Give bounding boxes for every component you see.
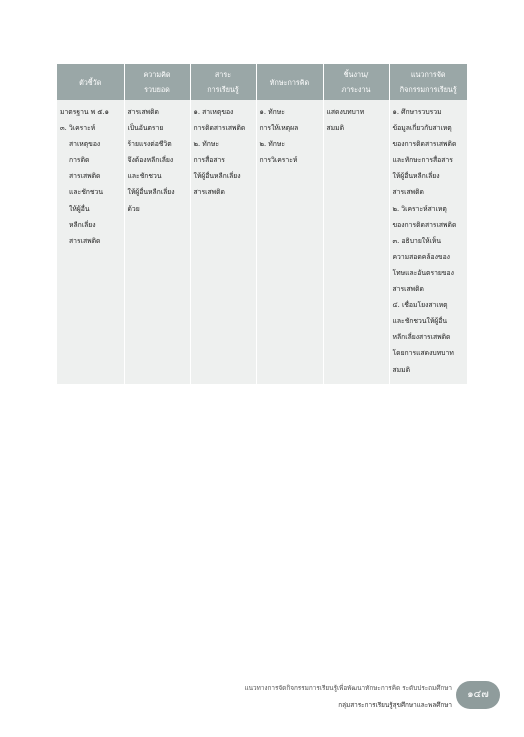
cell-content: ๑. สาเหตุของ การติดสารเสพติด ๒. ทักษะ การสื่อสาร ให้ผู้อื่นหลีกเลี่ยง สารเสพติด (190, 100, 256, 384)
table-row (57, 100, 467, 384)
cell-tasks: แสดงบทบาท สมมติ (323, 100, 389, 384)
footer-subject: กลุ่มสาระการเรียนรู้สุขศึกษาและพลศึกษา (338, 701, 452, 709)
cell-concept: สารเสพติด เป็นอันตราย ร้ายแรงต่อชีวิต จึงต้องหลีกเลี่ยง และชักชวน ให้ผู้อื่นหลีกเลี่ยง ด้วย (124, 100, 190, 384)
cell-indicator: มาตรฐาน พ ๕.๑ ๓. วิเคราะห์ สาเหตุของ การติด สารเสพติด และชักชวน ให้ผู้อื่น หลีกเลี่ยง สารเสพติด (57, 100, 124, 384)
cell-activities: ๑. ศึกษารวบรวม ข้อมูลเกี่ยวกับสาเหตุ ของการติดสารเสพติด และทักษะการสื่อสาร ให้ผู้อื่นหลีกเลี่ยง สารเสพติด ๒. วิเคราะห์สาเหตุ ของการติดสารเสพติด ๓. อธิบายให้เห็น ความสอดคล้องของ โทษและอันตรายของ สารเสพติด ๔. เชื่อมโยงสาเหตุ และชักชวนให้ผู้อื่น หลีกเลี่ยงสารเสพติด โดยการแสดงบทบาท สมมติ (389, 100, 467, 384)
footer-book-title: แนวทางการจัดกิจกรรมการเรียนรู้เพื่อพัฒนาทักษะการคิด ระดับประถมศึกษา (244, 684, 452, 692)
header-concept: ความคิด รวบยอด (124, 64, 190, 100)
page-number-badge: ๑๔๗ (456, 681, 500, 709)
cell-thinking-skills: ๑. ทักษะ การให้เหตุผล ๒. ทักษะ การวิเคราะห์ (256, 100, 323, 384)
header-thinking-skills: ทักษะการคิด (256, 64, 323, 100)
header-indicator: ตัวชี้วัด (57, 64, 124, 100)
header-content: สาระ การเรียนรู้ (190, 64, 256, 100)
curriculum-table (57, 64, 467, 384)
header-tasks: ชิ้นงาน/ ภาระงาน (323, 64, 389, 100)
header-activities: แนวการจัด กิจกรรมการเรียนรู้ (389, 64, 467, 100)
table-header-row (57, 64, 467, 100)
